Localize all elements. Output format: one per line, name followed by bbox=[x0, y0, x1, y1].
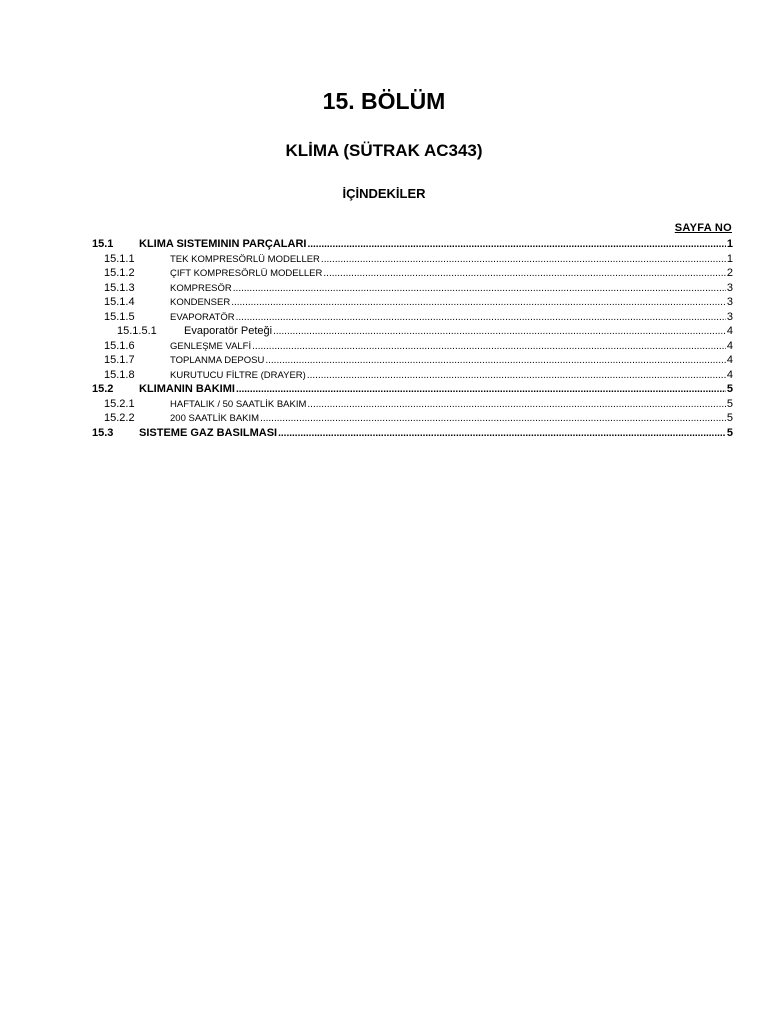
toc-entry-page-number: 3 bbox=[726, 281, 733, 294]
toc-entry-number: 15.1.2 bbox=[104, 267, 135, 279]
toc-entry[interactable] bbox=[92, 281, 733, 296]
toc-heading: İÇİNDEKİLER bbox=[342, 186, 426, 201]
toc-entry-number: 15.1.6 bbox=[104, 339, 135, 352]
toc-entry[interactable] bbox=[92, 382, 733, 397]
toc-entry-number: 15.1.1 bbox=[104, 252, 135, 265]
toc-entry-page-number: 4 bbox=[726, 325, 733, 337]
toc-entry-label: TEK KOMPRESÖRLÜ MODELLER bbox=[170, 253, 320, 265]
document-title: KLİMA (SÜTRAK AC343) bbox=[285, 141, 483, 160]
toc-entry-label: ÇIFT KOMPRESÖRLÜ MODELLER bbox=[170, 268, 323, 279]
toc-entry[interactable] bbox=[92, 237, 733, 252]
toc-entry-page-number: 4 bbox=[726, 368, 733, 381]
toc-entry[interactable] bbox=[92, 295, 733, 310]
dot-leader bbox=[307, 237, 725, 253]
toc-entry-page-number: 1 bbox=[726, 252, 733, 265]
toc-entry[interactable] bbox=[92, 252, 733, 267]
toc-entry-number: 15.1 bbox=[92, 238, 114, 250]
dot-leader bbox=[307, 397, 725, 413]
toc-entry-label: GENLEŞME VALFİ bbox=[170, 340, 252, 352]
toc-entry-number: 15.2 bbox=[92, 383, 114, 395]
dot-leader bbox=[265, 353, 726, 369]
toc-entry-page-number: 5 bbox=[726, 412, 733, 424]
toc-entry[interactable] bbox=[92, 324, 733, 339]
toc-entry-number: 15.1.7 bbox=[104, 354, 135, 366]
dot-leader bbox=[233, 281, 726, 297]
dot-leader bbox=[278, 426, 726, 442]
toc-entry-number: 15.1.4 bbox=[104, 296, 135, 308]
chapter-title: 15. BÖLÜM bbox=[322, 88, 446, 114]
dot-leader bbox=[307, 368, 726, 384]
page-number-column-header: SAYFA NO bbox=[674, 222, 732, 234]
table-of-contents bbox=[92, 237, 733, 440]
toc-entry-label: 200 SAATLİK BAKIM bbox=[170, 413, 260, 424]
toc-entry-label: KURUTUCU FİLTRE (DRAYER) bbox=[170, 369, 306, 381]
toc-entry[interactable] bbox=[92, 339, 733, 354]
toc-entry[interactable] bbox=[92, 310, 733, 325]
dot-leader bbox=[323, 266, 725, 282]
toc-entry[interactable] bbox=[92, 368, 733, 383]
toc-entry-page-number: 5 bbox=[726, 397, 733, 410]
toc-entry-label: HAFTALIK / 50 SAATLİK BAKIM bbox=[170, 398, 307, 410]
dot-leader bbox=[252, 339, 726, 355]
toc-entry-number: 15.1.5 bbox=[104, 310, 135, 323]
toc-entry-page-number: 3 bbox=[726, 310, 733, 323]
toc-entry-page-number: 5 bbox=[726, 383, 733, 395]
toc-entry-page-number: 5 bbox=[726, 426, 733, 439]
dot-leader bbox=[231, 295, 726, 311]
toc-entry-label: KOMPRESÖR bbox=[170, 282, 232, 294]
toc-entry[interactable] bbox=[92, 411, 733, 426]
toc-entry-number: 15.1.3 bbox=[104, 281, 135, 294]
dot-leader bbox=[260, 411, 726, 427]
toc-entry-label: KLIMA SISTEMININ PARÇALARI bbox=[139, 238, 307, 250]
dot-leader bbox=[236, 310, 726, 326]
toc-entry-number: 15.1.5.1 bbox=[117, 325, 157, 337]
toc-entry-page-number: 4 bbox=[726, 339, 733, 352]
toc-entry-label: KLIMANIN BAKIMI bbox=[139, 383, 235, 395]
toc-entry-label: EVAPORATÖR bbox=[170, 311, 235, 323]
toc-entry-page-number: 1 bbox=[726, 238, 733, 250]
toc-entry[interactable] bbox=[92, 353, 733, 368]
toc-entry-label: KONDENSER bbox=[170, 297, 231, 308]
toc-entry-number: 15.3 bbox=[92, 426, 114, 439]
toc-entry-page-number: 4 bbox=[726, 354, 733, 366]
toc-entry-label: Evaporatör Peteği bbox=[184, 325, 273, 337]
toc-entry[interactable] bbox=[92, 397, 733, 412]
toc-entry[interactable] bbox=[92, 426, 733, 441]
toc-entry-page-number: 3 bbox=[726, 296, 733, 308]
toc-entry-label: TOPLANMA DEPOSU bbox=[170, 355, 265, 366]
dot-leader bbox=[321, 252, 726, 268]
toc-entry-page-number: 2 bbox=[726, 267, 733, 279]
toc-entry-label: SISTEME GAZ BASILMASI bbox=[139, 426, 278, 439]
toc-entry-number: 15.2.2 bbox=[104, 412, 135, 424]
toc-entry-number: 15.1.8 bbox=[104, 368, 135, 381]
toc-entry-number: 15.2.1 bbox=[104, 397, 135, 410]
toc-entry[interactable] bbox=[92, 266, 733, 281]
dot-leader bbox=[273, 324, 726, 340]
dot-leader bbox=[236, 382, 726, 398]
